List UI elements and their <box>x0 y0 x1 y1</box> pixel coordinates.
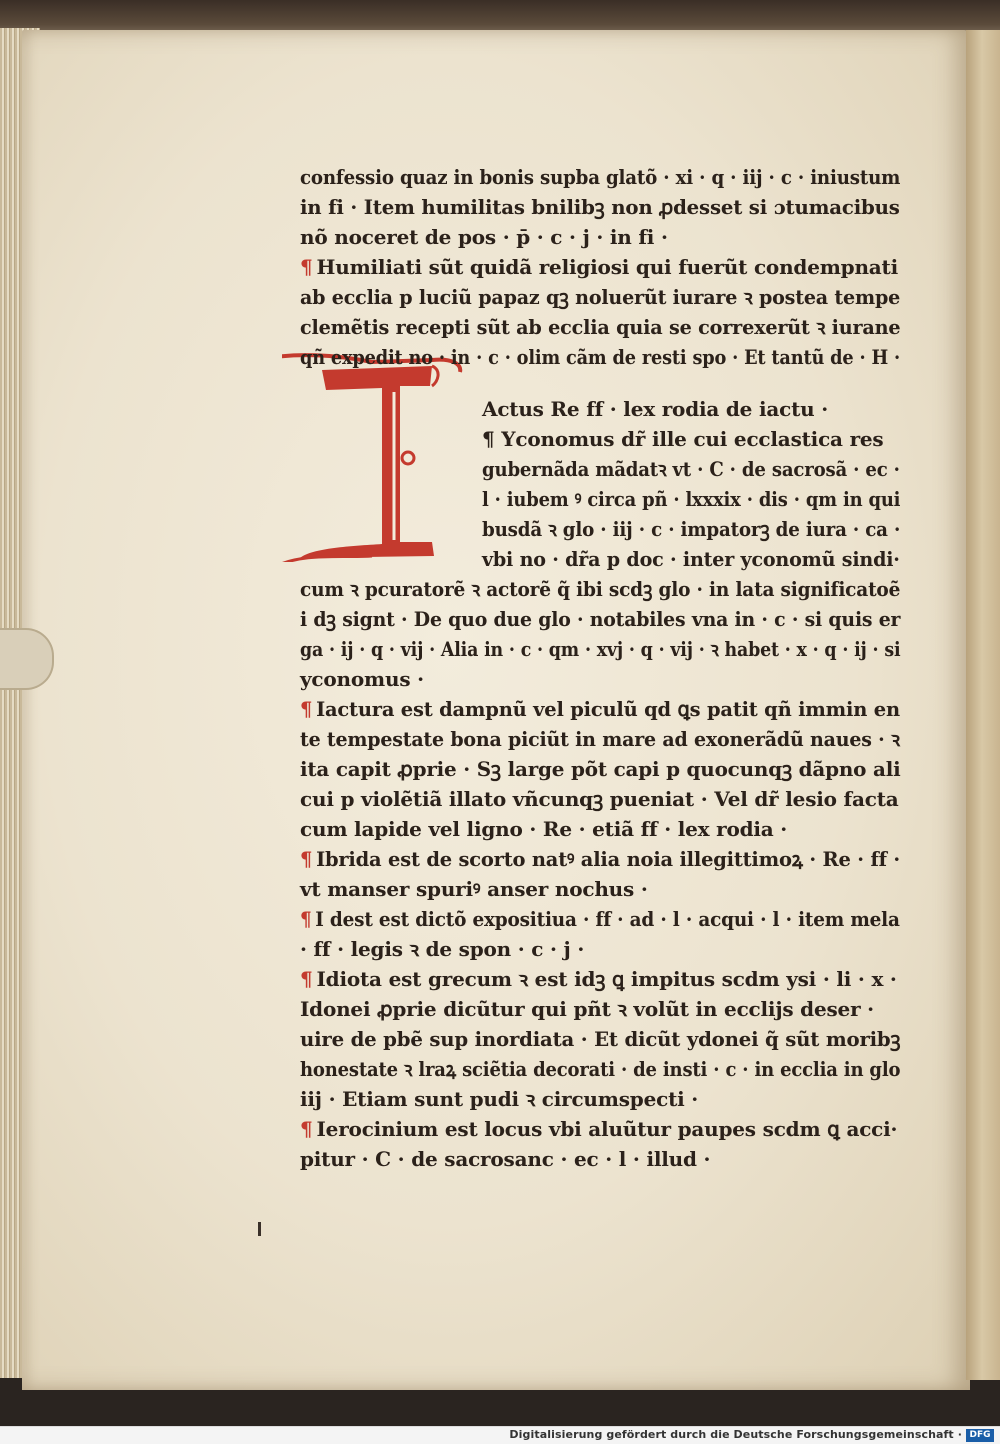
text-line: in fi · Item humilitas bnilibꝫ non ꝓdesset si ɔtumacibus <box>300 195 900 219</box>
text-line: ¶ Ibrida est de scorto natꝰ alia noia illegittimoꝝ · Re · ff · <box>300 847 900 871</box>
facing-page-edge <box>966 30 1000 1380</box>
text-line: ga · ij · q · vij · Alia in · c · qm · xvj · q · vij · ꝛ habet · x · q · ij · si <box>300 637 901 661</box>
text-line: uire de pbẽ sup inordiata · Et dicũt ydonei q̃ sũt moribꝫ <box>300 1027 901 1051</box>
text-line: qñ expedit no · in · c · olim cãm de resti spo · Et tantũ de · H · <box>300 345 901 369</box>
decorated-initial-i <box>282 352 472 562</box>
text-line: iij · Etiam sunt pudi ꝛ circumspecti · <box>300 1087 699 1111</box>
text-line: honestate ꝛ lraꝝ sciẽtia decorati · de insti · c · in ecclia in glo <box>300 1057 901 1081</box>
text-line: ¶ Idiota est grecum ꝛ est idꝫ ꝗ impitus scdm ysi · li · x · <box>300 967 897 991</box>
text-line: yconomus · <box>300 667 424 691</box>
ink-mark <box>258 1222 261 1236</box>
text-line: Actus Re ff · lex rodia de iactu · <box>482 397 829 421</box>
text-line: · ff · legis ꝛ de spon · c · j · <box>300 937 585 961</box>
text-line: Idonei ꝓprie dicũtur qui pñt ꝛ volũt in ecclijs deser · <box>300 997 874 1021</box>
dfg-logo[interactable]: DFG <box>966 1429 994 1442</box>
text-line: cui p violẽtiã illato vñcunqꝫ pueniat · Vel dr̃ lesio facta <box>300 787 899 811</box>
text-line: l · iubem ꝰ circa pñ · lxxxix · dis · qm in qui <box>482 487 901 511</box>
text-line: clemẽtis recepti sũt ab ecclia quia se correxerũt ꝛ iurane <box>300 315 901 339</box>
text-line: ¶ Ierocinium est locus vbi aluũtur paupes scdm ꝗ acci· <box>300 1117 898 1141</box>
text-line: gubernãda mãdatꝛ vt · C · de sacrosã · ec · <box>482 457 900 481</box>
text-line: busdã ꝛ glo · iij · c · impatorꝫ de iura · ca · <box>482 517 901 541</box>
text-line: confessio quaz in bonis supba glatõ · xi · q · iij · c · iniustum <box>300 165 901 189</box>
rubric-mark: ¶ <box>300 255 313 279</box>
rubric-mark: ¶ <box>300 847 313 871</box>
text-line: ¶ Yconomus dr̃ ille cui ecclastica res <box>482 427 884 451</box>
text-line: ita capit ꝓprie · Sꝫ large põt capi p quocunqꝫ dãpno ali <box>300 757 901 781</box>
text-line: vt manser spuriꝰ anser nochus · <box>300 877 648 901</box>
funding-notice: Digitalisierung gefördert durch die Deutsche Forschungsgemeinschaft · <box>509 1428 962 1441</box>
text-line: pitur · C · de sacrosanc · ec · l · illud · <box>300 1147 711 1171</box>
text-line: ¶ I dest est dictõ expositiua · ff · ad · l · acqui · l · item mela <box>300 907 900 931</box>
text-line: ¶ Iactura est dampnũ vel piculũ qd ꝗs patit qñ immin en <box>300 697 900 721</box>
text-line: ab ecclia p luciũ papaz qꝫ noluerũt iurare ꝛ postea tempe <box>300 285 901 309</box>
text-line: vbi no · dr̃a p doc · inter yconomũ sindi· <box>482 547 900 571</box>
rubric-mark: ¶ <box>300 907 312 931</box>
text-line: cum ꝛ pcuratorẽ ꝛ actorẽ q̃ ibi scdꝫ glo · in lata significatoẽ <box>300 577 901 601</box>
text-line: ¶ Humiliati sũt quidã religiosi qui fuerũt condempnati <box>300 255 898 279</box>
text-line: nõ noceret de pos · p̄ · c · j · in fi · <box>300 225 668 249</box>
footer-bar <box>0 1426 1000 1444</box>
rubric-mark: ¶ <box>300 697 313 721</box>
page-clasp <box>0 628 54 690</box>
rubric-mark: ¶ <box>300 967 313 991</box>
text-line: te tempestate bona piciũt in mare ad exonerãdũ naues · ꝛ <box>300 727 900 751</box>
initial-letter <box>282 352 283 353</box>
rubric-mark: ¶ <box>300 1117 313 1141</box>
text-line: cum lapide vel ligno · Re · etiã ff · lex rodia · <box>300 817 788 841</box>
text-line: i dꝫ signt · De quo due glo · notabiles vna in · c · si quis er <box>300 607 901 631</box>
